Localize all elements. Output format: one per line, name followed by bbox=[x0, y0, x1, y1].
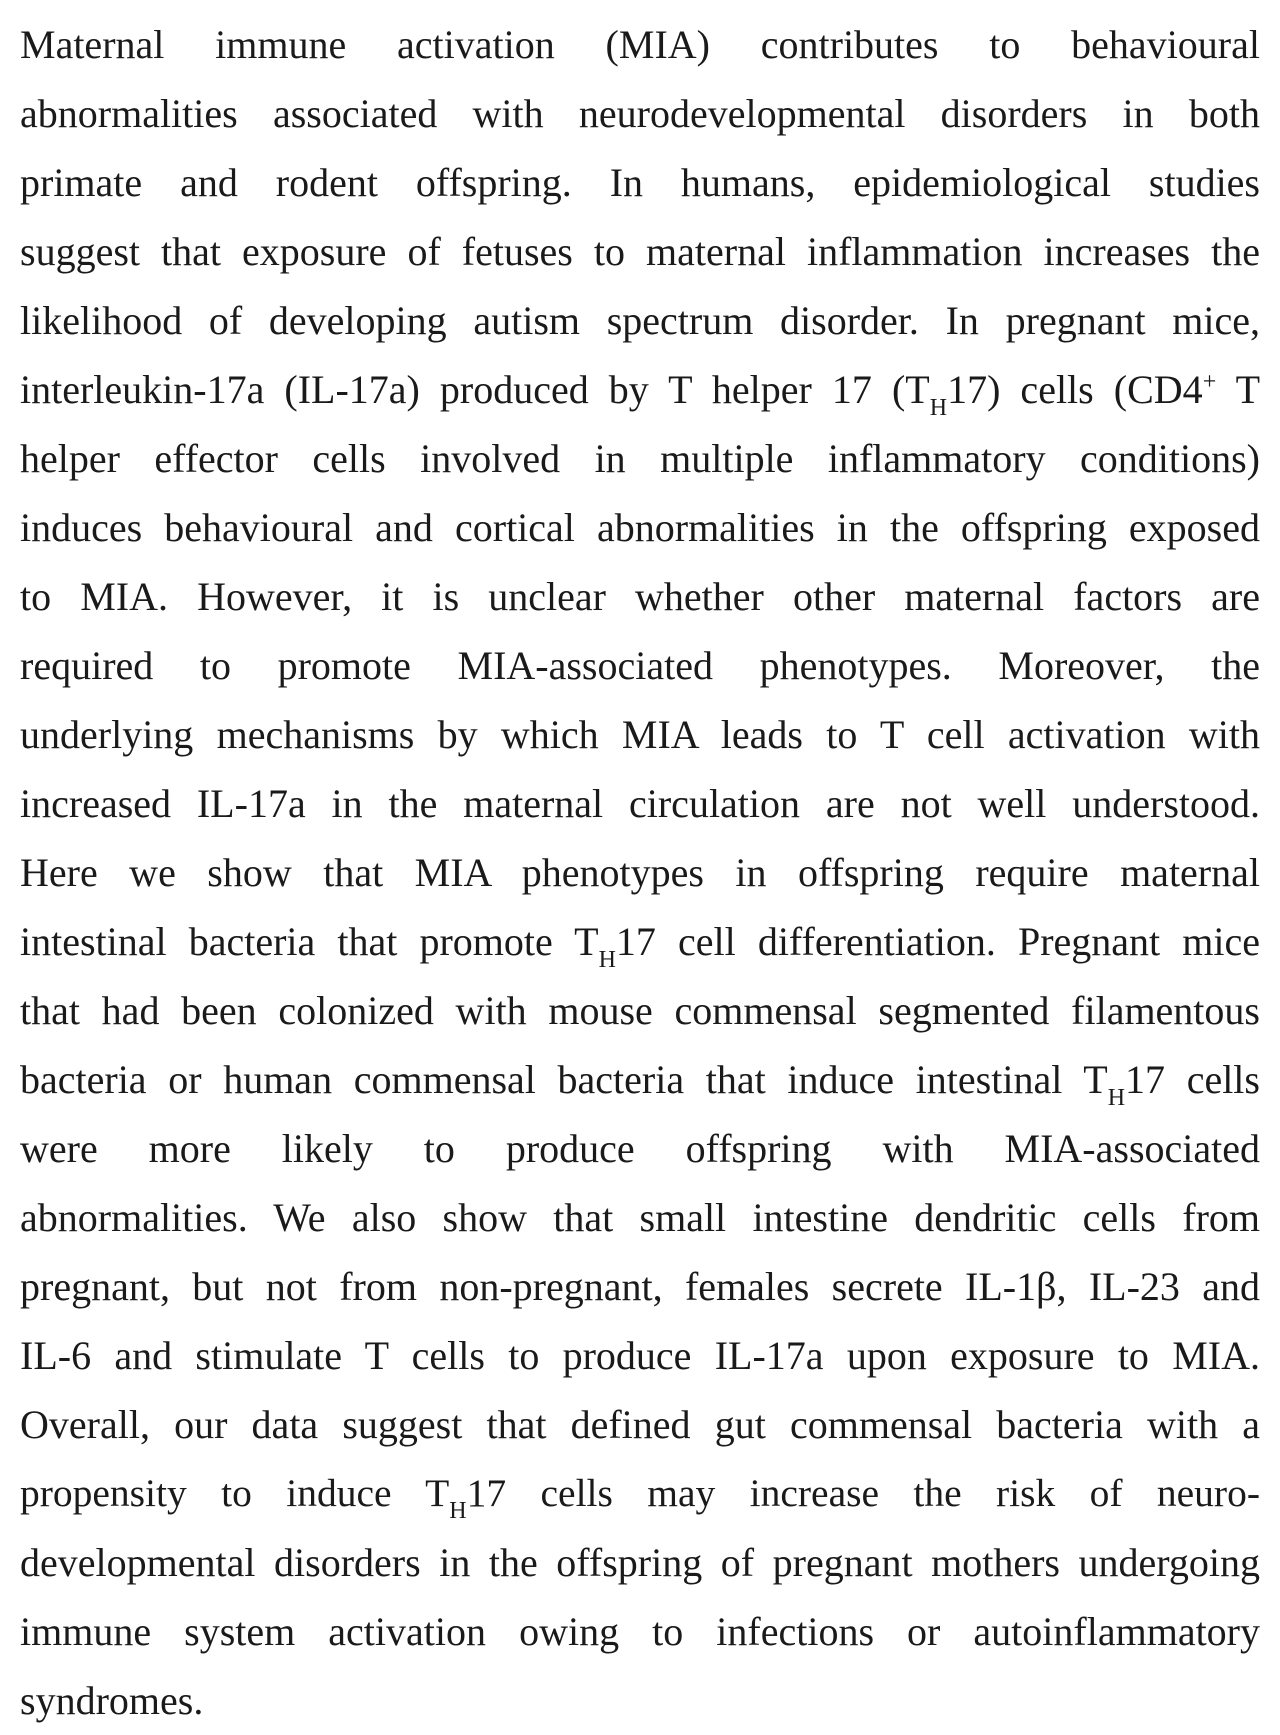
superscript: + bbox=[1202, 369, 1217, 395]
text-line: developmental disorders in the offspring of pregnant mothers undergoing bbox=[20, 1540, 1260, 1585]
subscript: H bbox=[598, 947, 616, 973]
text-line: to MIA. However, it is unclear whether other maternal factors are bbox=[20, 574, 1260, 619]
text-line: abnormalities associated with neurodevelopmental disorders in both bbox=[20, 91, 1260, 136]
text-line: Here we show that MIA phenotypes in offspring require maternal bbox=[20, 850, 1260, 895]
text-line: likelihood of developing autism spectrum disorder. In pregnant mice, bbox=[20, 298, 1260, 343]
text-line: immune system activation owing to infections or autoinflammatory bbox=[20, 1609, 1260, 1654]
text-line: were more likely to produce offspring with MIA-associated bbox=[20, 1126, 1260, 1171]
abstract-paragraph bbox=[0, 10, 1280, 1735]
text-line: syndromes. bbox=[20, 1678, 204, 1723]
text-line: underlying mechanisms by which MIA leads to T cell activation with bbox=[20, 712, 1260, 757]
text-line: required to promote MIA-associated phenotypes. Moreover, the bbox=[20, 643, 1260, 688]
subscript: H bbox=[449, 1498, 467, 1524]
text-line: abnormalities. We also show that small intestine dendritic cells from bbox=[20, 1195, 1260, 1240]
text-line: Maternal immune activation (MIA) contributes to behavioural bbox=[20, 22, 1260, 67]
text-line: propensity to induce $T_H17$ cells may increase the risk of neuro- bbox=[20, 1471, 1260, 1524]
text-line: IL-6 and stimulate T cells to produce IL-17a upon exposure to MIA. bbox=[20, 1333, 1260, 1378]
text-line: increased IL-17a in the maternal circulation are not well understood. bbox=[20, 781, 1260, 826]
text-line: bacteria or human commensal bacteria that induce intestinal $T_H17$ cells bbox=[20, 1057, 1260, 1111]
text-line: Overall, our data suggest that defined gut commensal bacteria with a bbox=[20, 1402, 1260, 1447]
subscript: H bbox=[1107, 1085, 1126, 1111]
text-line: suggest that exposure of fetuses to maternal inflammation increases the bbox=[20, 229, 1260, 274]
text-line: intestinal bacteria that promote $T_H17$ cell differentiation. Pregnant mice bbox=[20, 919, 1260, 973]
text-line: induces behavioural and cortical abnormalities in the offspring exposed bbox=[20, 505, 1260, 550]
text-line: helper effector cells involved in multiple inflammatory conditions) bbox=[20, 436, 1260, 481]
text-line: that had been colonized with mouse commensal segmented filamentous bbox=[20, 988, 1260, 1033]
text-line: pregnant, but not from non-pregnant, females secrete IL-1β, IL-23 and bbox=[20, 1264, 1260, 1309]
text-line: interleukin-17a (IL-17a) produced by T helper 17 $(T_H17)$ cells (CD4+ T bbox=[20, 367, 1260, 421]
text-line: primate and rodent offspring. In humans, epidemiological studies bbox=[20, 160, 1260, 205]
subscript: H bbox=[929, 395, 948, 421]
